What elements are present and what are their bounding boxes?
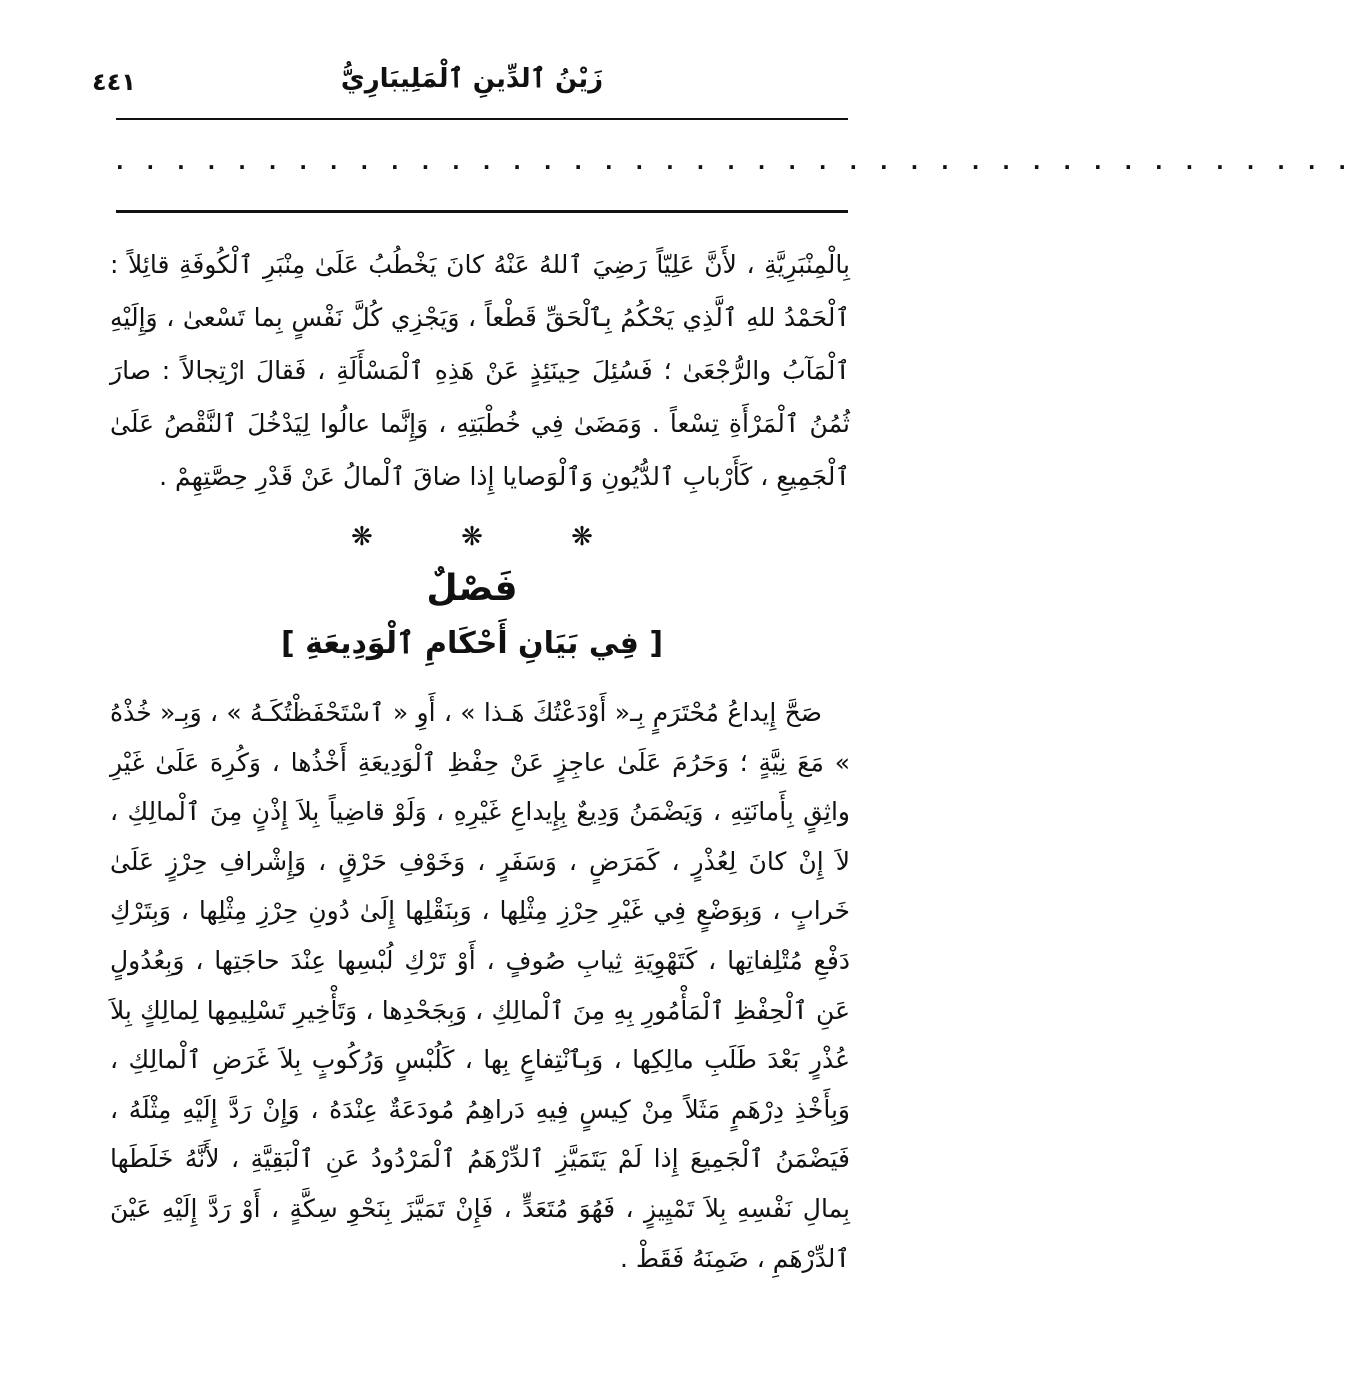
page-header [0, 60, 944, 120]
section-rule [116, 210, 848, 213]
asterism-divider: ❋ ❋ ❋ [351, 522, 593, 552]
intro-text: بِالْمِنْبَرِيَّةِ ، لأَنَّ عَلِيّاً رَضِيَ ٱللهُ عَنْهُ كانَ يَخْطُبُ عَلَىٰ مِنْبَرِ ٱلْكُوفَةِ قائِلاً : ٱلْحَمْدُ للهِ ٱلَّذِي يَحْكُمُ بِٱلْحَقِّ قَطْعاً ، وَيَجْزِي كُلَّ نَفْسٍ بِما تَسْعىٰ ، وَإِلَيْهِ ٱلْمَآبُ والرُّجْعَىٰ ؛ فَسُئِلَ حِينَئِذٍ عَنْ هَذِهِ ٱلْمَسْأَلَةِ ، فَقالَ ارْتِجالاً : صارَ ثُمُنُ ٱلْمَرْأَةِ تِسْعاً . وَمَضَىٰ فِي خُطْبَتِهِ ، وَإِنَّما عالُوا لِيَدْخُلَ ٱلنَّقْصُ عَلَىٰ ٱلْجَمِيعِ ، كَأَرْبابِ ٱلدُّيُونِ وَٱلْوَصايا إِذا ضاقَ ٱلْمالُ عَنْ قَدْرِ حِصَّتِهِمْ . [110, 250, 850, 491]
body-text: صَحَّ إِيداعُ مُحْتَرَمٍ بِـ« أَوْدَعْتُكَ هَـذا » ، أَوِ « ٱسْتَحْفَظْتُكَـهُ » ، وَبِـ« خُذْهُ » مَعَ نِيَّةٍ ؛ وَحَرُمَ عَلَىٰ عاجِزٍ عَنْ حِفْظِ ٱلْوَدِيعَةِ أَخْذُها ، وَكُرِهَ عَلَىٰ غَيْرِ واثِقٍ بِأَمانَتِهِ ، وَيَضْمَنُ وَدِيعٌ بِإِيداعِ غَيْرِهِ ، وَلَوْ قاضِياً بِلاَ إِذْنٍ مِنَ ٱلْمالِكِ ، لاَ إِنْ كانَ لِعُذْرٍ ، كَمَرَضٍ ، وَسَفَرٍ ، وَخَوْفِ حَرْقٍ ، وَإِشْرافِ حِرْزٍ عَلَىٰ خَرابٍ ، وَبِوَضْعٍ فِي غَيْرِ حِرْزِ مِثْلِها ، وَبِنَقْلِها إِلَىٰ دُونِ حِرْزِ مِثْلِها ، وَبِتَرْكِ دَفْعِ مُتْلِفاتِها ، كَتَهْوِيَةِ ثِيابِ صُوفٍ ، أَوْ تَرْكِ لُبْسِها عِنْدَ حاجَتِها ، وَبِعُدُولٍ عَنِ ٱلْحِفْظِ ٱلْمَأْمُورِ بِهِ مِنَ ٱلْمالِكِ ، وَبِجَحْدِها ، وَتَأْخِيرِ تَسْلِيمِها لِمالِكٍ بِلاَ عُذْرٍ بَعْدَ طَلَبِ مالِكِها ، وَبِٱنْتِفاعٍ بِها ، كَلُبْسٍ وَرُكُوبٍ بِلاَ غَرَضِ ٱلْمالِكِ ، وَبِأَخْذِ دِرْهَمٍ مَثَلاً مِنْ كِيسٍ فِيهِ دَراهِمُ مُودَعَةٌ عِنْدَهُ ، وَإِنْ رَدَّ إِلَيْهِ مِثْلَهُ ، فَيَضْمَنُ ٱلْجَمِيعَ إِذا لَمْ يَتَمَيَّزِ ٱلدِّرْهَمُ ٱلْمَرْدُودُ عَنِ ٱلْبَقِيَّةِ ، لأَنَّهُ خَلَطَها بِمالِ نَفْسِهِ بِلاَ تَمْيِيزٍ ، فَهُوَ مُتَعَدٍّ ، فَإِنْ تَمَيَّزَ بِنَحْوِ سِكَّةٍ ، أَوْ رَدَّ إِلَيْهِ عَيْنَ ٱلدِّرْهَمِ ، ضَمِنَهُ فَقَطْ . [110, 698, 850, 1273]
section-subtitle: [ فِي بَيَانِ أَحْكَامِ ٱلْوَدِيعَةِ ] [280, 626, 664, 661]
page-number: ٤٤١ [92, 68, 136, 96]
section-title: فَصْلٌ [426, 568, 518, 609]
body-paragraph [110, 688, 850, 1283]
omission-dots: . . . . . . . . . . . . . . . . . . . . . . . . . . . . . . . . . . . . . . . . . [116, 150, 1354, 174]
intro-paragraph [110, 238, 850, 503]
header-rule [116, 118, 848, 120]
running-head: زَيْنُ ٱلدِّينِ ٱلْمَلِيبَارِيُّ [340, 64, 604, 94]
